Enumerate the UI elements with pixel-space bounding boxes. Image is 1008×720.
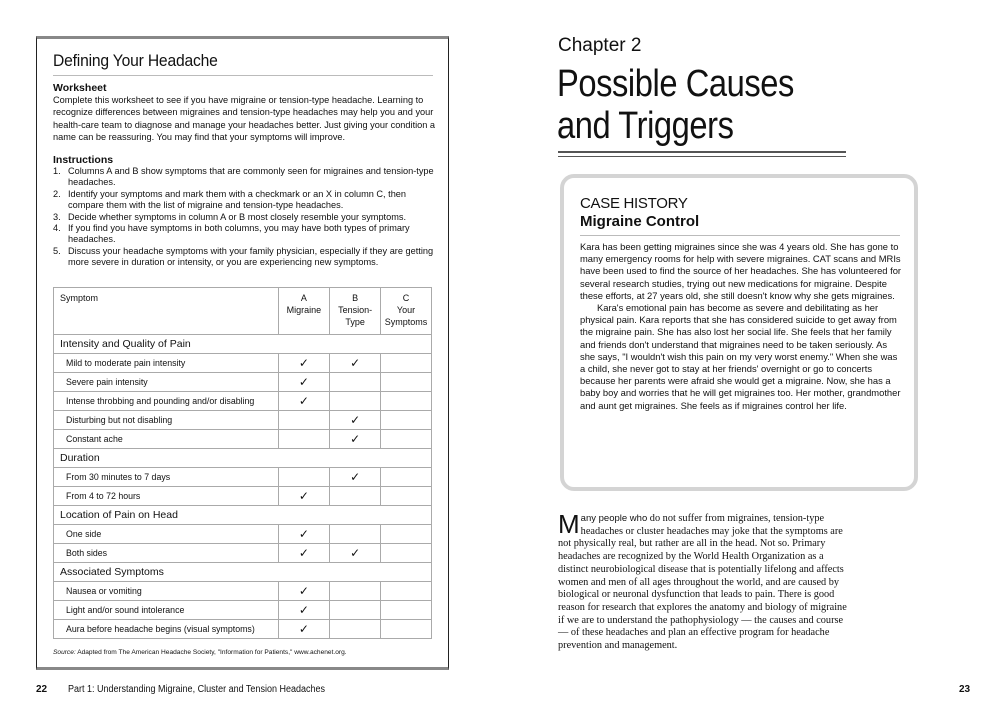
source-note — [53, 649, 347, 656]
checkmark-icon: ✓ — [298, 546, 309, 560]
your-symptoms-cell[interactable] — [381, 544, 432, 563]
checkmark-icon: ✓ — [298, 603, 309, 617]
symptom-label: From 30 minutes to 7 days — [54, 468, 279, 487]
checkmark-icon: ✓ — [350, 356, 361, 370]
worksheet-heading: Worksheet — [53, 82, 107, 94]
checkmark-icon: ✓ — [298, 356, 309, 370]
checkmark-icon: ✓ — [298, 584, 309, 598]
your-symptoms-cell[interactable] — [381, 525, 432, 544]
checkmark-icon: ✓ — [350, 470, 361, 484]
your-symptoms-cell[interactable] — [381, 373, 432, 392]
tension-cell — [330, 411, 381, 430]
chapter-title-line2: and Triggers — [557, 105, 734, 147]
instruction-text: If you find you have symptoms in both columns, you may have both types of primary headaches. — [68, 223, 410, 245]
migraine-cell — [278, 620, 330, 639]
header-c-letter: C — [402, 293, 410, 303]
table-row — [54, 430, 432, 449]
tension-cell — [330, 601, 381, 620]
chapter-body-text — [558, 509, 848, 653]
chapter-title — [557, 63, 794, 147]
source-text: Adapted from The American Headache Society, "Information for Patients," www.achenet.org. — [77, 649, 347, 656]
migraine-cell — [278, 601, 330, 620]
migraine-cell — [278, 582, 330, 601]
tension-cell — [330, 354, 381, 373]
chapter-label: Chapter 2 — [558, 35, 642, 56]
your-symptoms-cell[interactable] — [381, 392, 432, 411]
your-symptoms-cell[interactable] — [381, 620, 432, 639]
category-row — [54, 506, 432, 525]
header-tension — [330, 288, 381, 335]
your-symptoms-cell[interactable] — [381, 354, 432, 373]
body-text: do not suffer from migraines, tension-type headaches or cluster headaches may joke that the symptoms are not physically real, but rather are all in the head. Not so. Primary headaches are recognized by the World Health Organization as a distinct neurobiological disease that is potentially lifelong and affects women and men of all ages throughout the world, and are caused by biological or neuronal dysfunction that leads to pain. There is good reason for research that explores the anatomy and biology of migraine if we are to understand the pathophysiology — the causes and course — of these headaches and plan an effective program for headache prevention and management. — [558, 513, 847, 652]
table-row — [54, 373, 432, 392]
table-row — [54, 411, 432, 430]
symptom-label: Severe pain intensity — [54, 373, 279, 392]
lead-in: any people who — [580, 513, 648, 524]
header-a-letter: A — [300, 293, 307, 303]
table-row — [54, 601, 432, 620]
category-row — [54, 563, 432, 582]
instruction-number: 2. — [53, 188, 61, 199]
instructions-list — [53, 166, 438, 269]
symptom-label: Mild to moderate pain intensity — [54, 354, 279, 373]
case-history-title: Migraine Control — [580, 213, 700, 230]
instruction-number: 4. — [53, 223, 61, 234]
instruction-number: 1. — [53, 166, 61, 176]
tension-cell — [330, 544, 381, 563]
category-label: Location of Pain on Head — [54, 506, 432, 525]
your-symptoms-cell[interactable] — [381, 487, 432, 506]
chapter-rule-bottom — [558, 156, 846, 157]
instruction-text: Identify your symptoms and mark them with a checkmark or an X in column C, then compare them with the list of migraine and tension-type headaches. — [68, 188, 407, 211]
tension-cell — [330, 468, 381, 487]
chapter-title-line1: Possible Causes — [557, 63, 794, 105]
header-a-label: Migraine — [286, 305, 322, 315]
checkmark-icon: ✓ — [350, 432, 361, 446]
checkmark-icon: ✓ — [298, 489, 309, 503]
tension-cell — [330, 582, 381, 601]
table-row — [54, 620, 432, 639]
your-symptoms-cell[interactable] — [381, 430, 432, 449]
case-paragraph-1: Kara has been getting migraines since she was 4 years old. She has gone to many emergency rooms for help with severe migraines. CAT scans and MRIs have been used to find the source of her headaches. She has volunteered for several research studies, trying out new medications for migraine. Despite these efforts, at 27 years old, she still doesn't know why she gets migraines. — [580, 241, 902, 301]
case-history-body — [580, 241, 902, 412]
your-symptoms-cell[interactable] — [381, 582, 432, 601]
category-row — [54, 335, 432, 354]
tension-cell — [330, 392, 381, 411]
header-b-label: Tension-Type — [338, 305, 373, 327]
tension-cell — [330, 373, 381, 392]
table-row — [54, 525, 432, 544]
symptom-label: Constant ache — [54, 430, 279, 449]
running-head: Part 1: Understanding Migraine, Cluster and Tension Headaches — [68, 684, 325, 695]
worksheet-title: Defining Your Headache — [53, 51, 218, 70]
category-label: Intensity and Quality of Pain — [54, 335, 432, 354]
symptom-table — [53, 287, 432, 639]
page-number-left: 22 — [36, 684, 48, 695]
checkmark-icon: ✓ — [298, 527, 309, 541]
tension-cell — [330, 487, 381, 506]
symptom-label: Aura before headache begins (visual symptoms) — [54, 620, 279, 639]
tension-cell — [330, 430, 381, 449]
table-row — [54, 487, 432, 506]
migraine-cell — [278, 468, 330, 487]
case-paragraph-2: Kara's emotional pain has become as severe and debilitating as her physical pain. Kara reports that she has considered suicide to get away from the migraine pain. She has also lost her social life. She feels that her family and friends don't understand that migraines need to be taken seriously. As she says, "I wouldn't wish this pain on my very worst enemy." When she was a child, she never got to stay at her friends' overnight or go to concerts because her parents were afraid she would get a migraine. Now, she has a baby boy and worries that he will get migraines too. Her mother, grandmother and aunt get migraines. She feels as if migraines control her life. — [580, 302, 901, 411]
table-row — [54, 354, 432, 373]
instruction-text: Decide whether symptoms in column A or B most closely resemble your symptoms. — [68, 211, 407, 222]
symptom-label: Nausea or vomiting — [54, 582, 279, 601]
instruction-number: 5. — [53, 245, 61, 256]
header-your-symptoms — [381, 288, 432, 335]
category-label: Associated Symptoms — [54, 563, 432, 582]
instructions-heading: Instructions — [53, 154, 114, 166]
symptom-label: From 4 to 72 hours — [54, 487, 279, 506]
tension-cell — [330, 620, 381, 639]
instruction-text: Discuss your headache symptoms with your family physician, especially if they are getting more severe in duration or intensity, or you are experiencing new symptoms. — [68, 245, 434, 268]
instruction-item — [53, 246, 438, 269]
migraine-cell — [278, 430, 330, 449]
migraine-cell — [278, 354, 330, 373]
category-row — [54, 449, 432, 468]
worksheet-intro: Complete this worksheet to see if you have migraine or tension-type headache. Learning to recognize differences between migraines and tension-type headaches may help you and your health-care team to diagnose and manage your headaches better. Just giving your condition a name can be reassuring. You may find that your symptoms will improve. — [53, 95, 436, 143]
migraine-cell — [278, 525, 330, 544]
header-migraine — [278, 288, 330, 335]
symptom-label: Light and/or sound intolerance — [54, 601, 279, 620]
instruction-item — [53, 223, 438, 246]
instruction-item — [53, 212, 438, 223]
header-c-label: Your Symptoms — [384, 305, 428, 327]
case-history-divider — [580, 235, 900, 236]
table-row — [54, 582, 432, 601]
checkmark-icon: ✓ — [298, 394, 309, 408]
migraine-cell — [278, 487, 330, 506]
title-divider — [53, 75, 433, 76]
category-label: Duration — [54, 449, 432, 468]
checkmark-icon: ✓ — [298, 375, 309, 389]
header-b-letter: B — [352, 293, 359, 303]
instruction-text: Columns A and B show symptoms that are commonly seen for migraines and tension-type headaches. — [68, 166, 434, 188]
table-row — [54, 392, 432, 411]
migraine-cell — [278, 373, 330, 392]
instruction-number: 3. — [53, 211, 61, 222]
tension-cell — [330, 525, 381, 544]
checkmark-icon: ✓ — [350, 546, 361, 560]
instruction-item — [53, 189, 438, 212]
migraine-cell — [278, 392, 330, 411]
checkmark-icon: ✓ — [298, 622, 309, 636]
instruction-item — [53, 166, 438, 189]
your-symptoms-cell[interactable] — [381, 411, 432, 430]
table-row — [54, 544, 432, 563]
symptom-label: Both sides — [54, 544, 279, 563]
table-row — [54, 468, 432, 487]
source-label: Source: — [53, 649, 76, 656]
chapter-rule-top — [558, 151, 846, 153]
symptom-label: One side — [54, 525, 279, 544]
drop-cap: M — [558, 509, 580, 539]
symptom-label: Disturbing but not disabling — [54, 411, 279, 430]
table-header-row — [54, 288, 432, 335]
symptom-label: Intense throbbing and pounding and/or disabling — [54, 392, 279, 411]
migraine-cell — [278, 411, 330, 430]
page-number-right: 23 — [959, 684, 971, 695]
header-symptom: Symptom — [54, 288, 279, 335]
checkmark-icon: ✓ — [350, 413, 361, 427]
case-history-kicker: CASE HISTORY — [580, 195, 688, 212]
migraine-cell — [278, 544, 330, 563]
your-symptoms-cell[interactable] — [381, 601, 432, 620]
your-symptoms-cell[interactable] — [381, 468, 432, 487]
